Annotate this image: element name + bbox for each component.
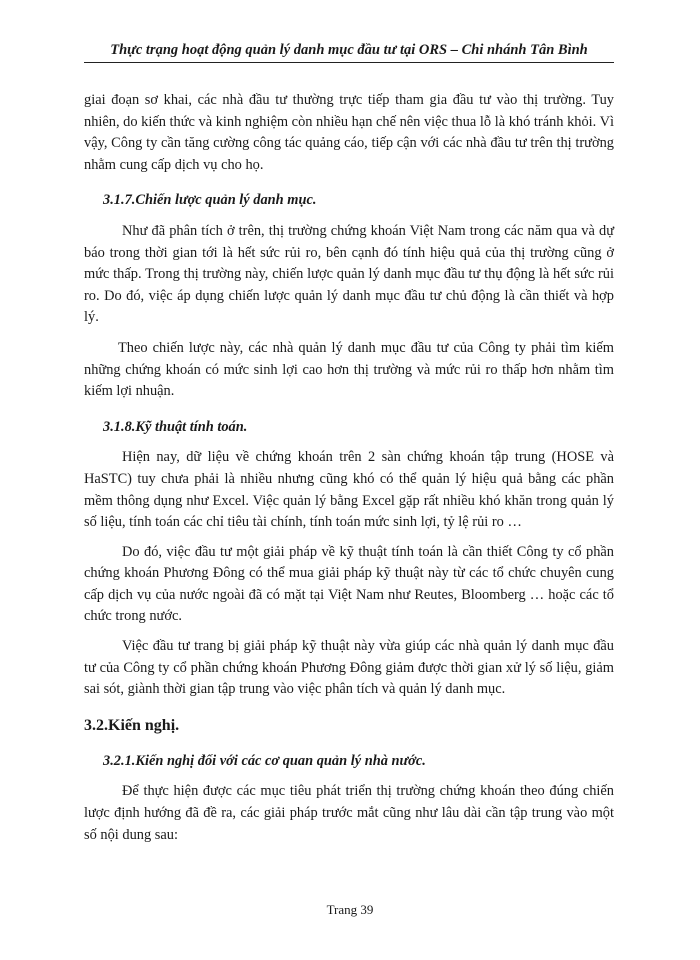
paragraph-technique-2: Do đó, việc đầu tư một giải pháp về kỹ thuật tính toán là cần thiết Công ty cổ phần chứng khoán Phương Đông có thể mua giải pháp kỹ thuật này từ các tổ chức chuyên cung cấp dịch vụ của nước ngoài đã có mặt tại Việt Nam như Reutes, Bloomberg … hoặc các tổ chức trong nước. <box>84 543 614 625</box>
page-content <box>84 90 614 846</box>
heading-3-1-8: 3.1.8.Kỹ thuật tính toán. <box>103 418 248 435</box>
heading-3-2-1: 3.2.1.Kiến nghị đối với các cơ quan quản lý nhà nước. <box>103 752 426 769</box>
paragraph-technique-3: Việc đầu tư trang bị giải pháp kỹ thuật này vừa giúp các nhà quản lý danh mục đầu tư của Công ty cổ phần chứng khoán Phương Đông giảm được thời gian xử lý số liệu, giảm sai sót, giành thời gian tập trung vào việc phân tích và quản lý danh mục. <box>84 638 614 698</box>
paragraph-strategy-1: Như đã phân tích ở trên, thị trường chứng khoán Việt Nam trong các năm qua và dự báo trong thời gian tới là hết sức rủi ro, bên cạnh đó tính hiệu quả của thị trường cũng ở mức thấp. Trong thị trường này, chiến lược quản lý danh mục đầu tư thụ động là hết sức rủi ro. Do đó, việc áp dụng chiến lược quản lý danh mục đầu tư chủ động là cần thiết và hợp lý. <box>84 222 614 326</box>
header-rule <box>84 62 614 63</box>
page-number: Trang 39 <box>326 902 374 917</box>
running-header-title: Thực trạng hoạt động quản lý danh mục đầu tư tại ORS – Chi nhánh Tân Bình <box>110 42 588 58</box>
heading-3-2: 3.2.Kiến nghị. <box>84 716 180 734</box>
paragraph-strategy-2: Theo chiến lược này, các nhà quản lý danh mục đầu tư của Công ty phải tìm kiếm những chứng khoán có mức sinh lợi cao hơn thị trường và mức rủi ro thấp hơn nhằm tìm kiếm lợi nhuận. <box>84 339 614 400</box>
paragraph-intro: giai đoạn sơ khai, các nhà đầu tư thường trực tiếp tham gia đầu tư vào thị trường. Tuy nhiên, do kiến thức và kinh nghiệm còn nhiều hạn chế nên việc thua lỗ là khó tránh khỏi. Vì vậy, Công ty cần tăng cường công tác quảng cáo, tiếp cận với các nhà đầu tư trên thị trường nhằm cung cấp dịch vụ cho họ. <box>84 92 614 173</box>
paragraph-recommendation: Để thực hiện được các mục tiêu phát triển thị trường chứng khoán theo đúng chiến lược định hướng đã đề ra, các giải pháp trước mắt cũng như lâu dài cần tập trung vào một số nội dung sau: <box>84 783 614 843</box>
paragraph-technique-1: Hiện nay, dữ liệu về chứng khoán trên 2 sàn chứng khoán tập trung (HOSE và HaSTC) tuy chưa phải là nhiều nhưng cũng khó có thể quản lý hiệu quả bằng các phần mềm thông dụng như Excel. Việc quản lý bằng Excel gặp rất nhiều khó khăn trong quản lý số liệu, tính toán các chỉ tiêu tài chính, tính toán mức sinh lợi, tỷ lệ rủi ro … <box>84 449 614 531</box>
heading-3-1-7: 3.1.7.Chiến lược quản lý danh mục. <box>103 192 317 209</box>
